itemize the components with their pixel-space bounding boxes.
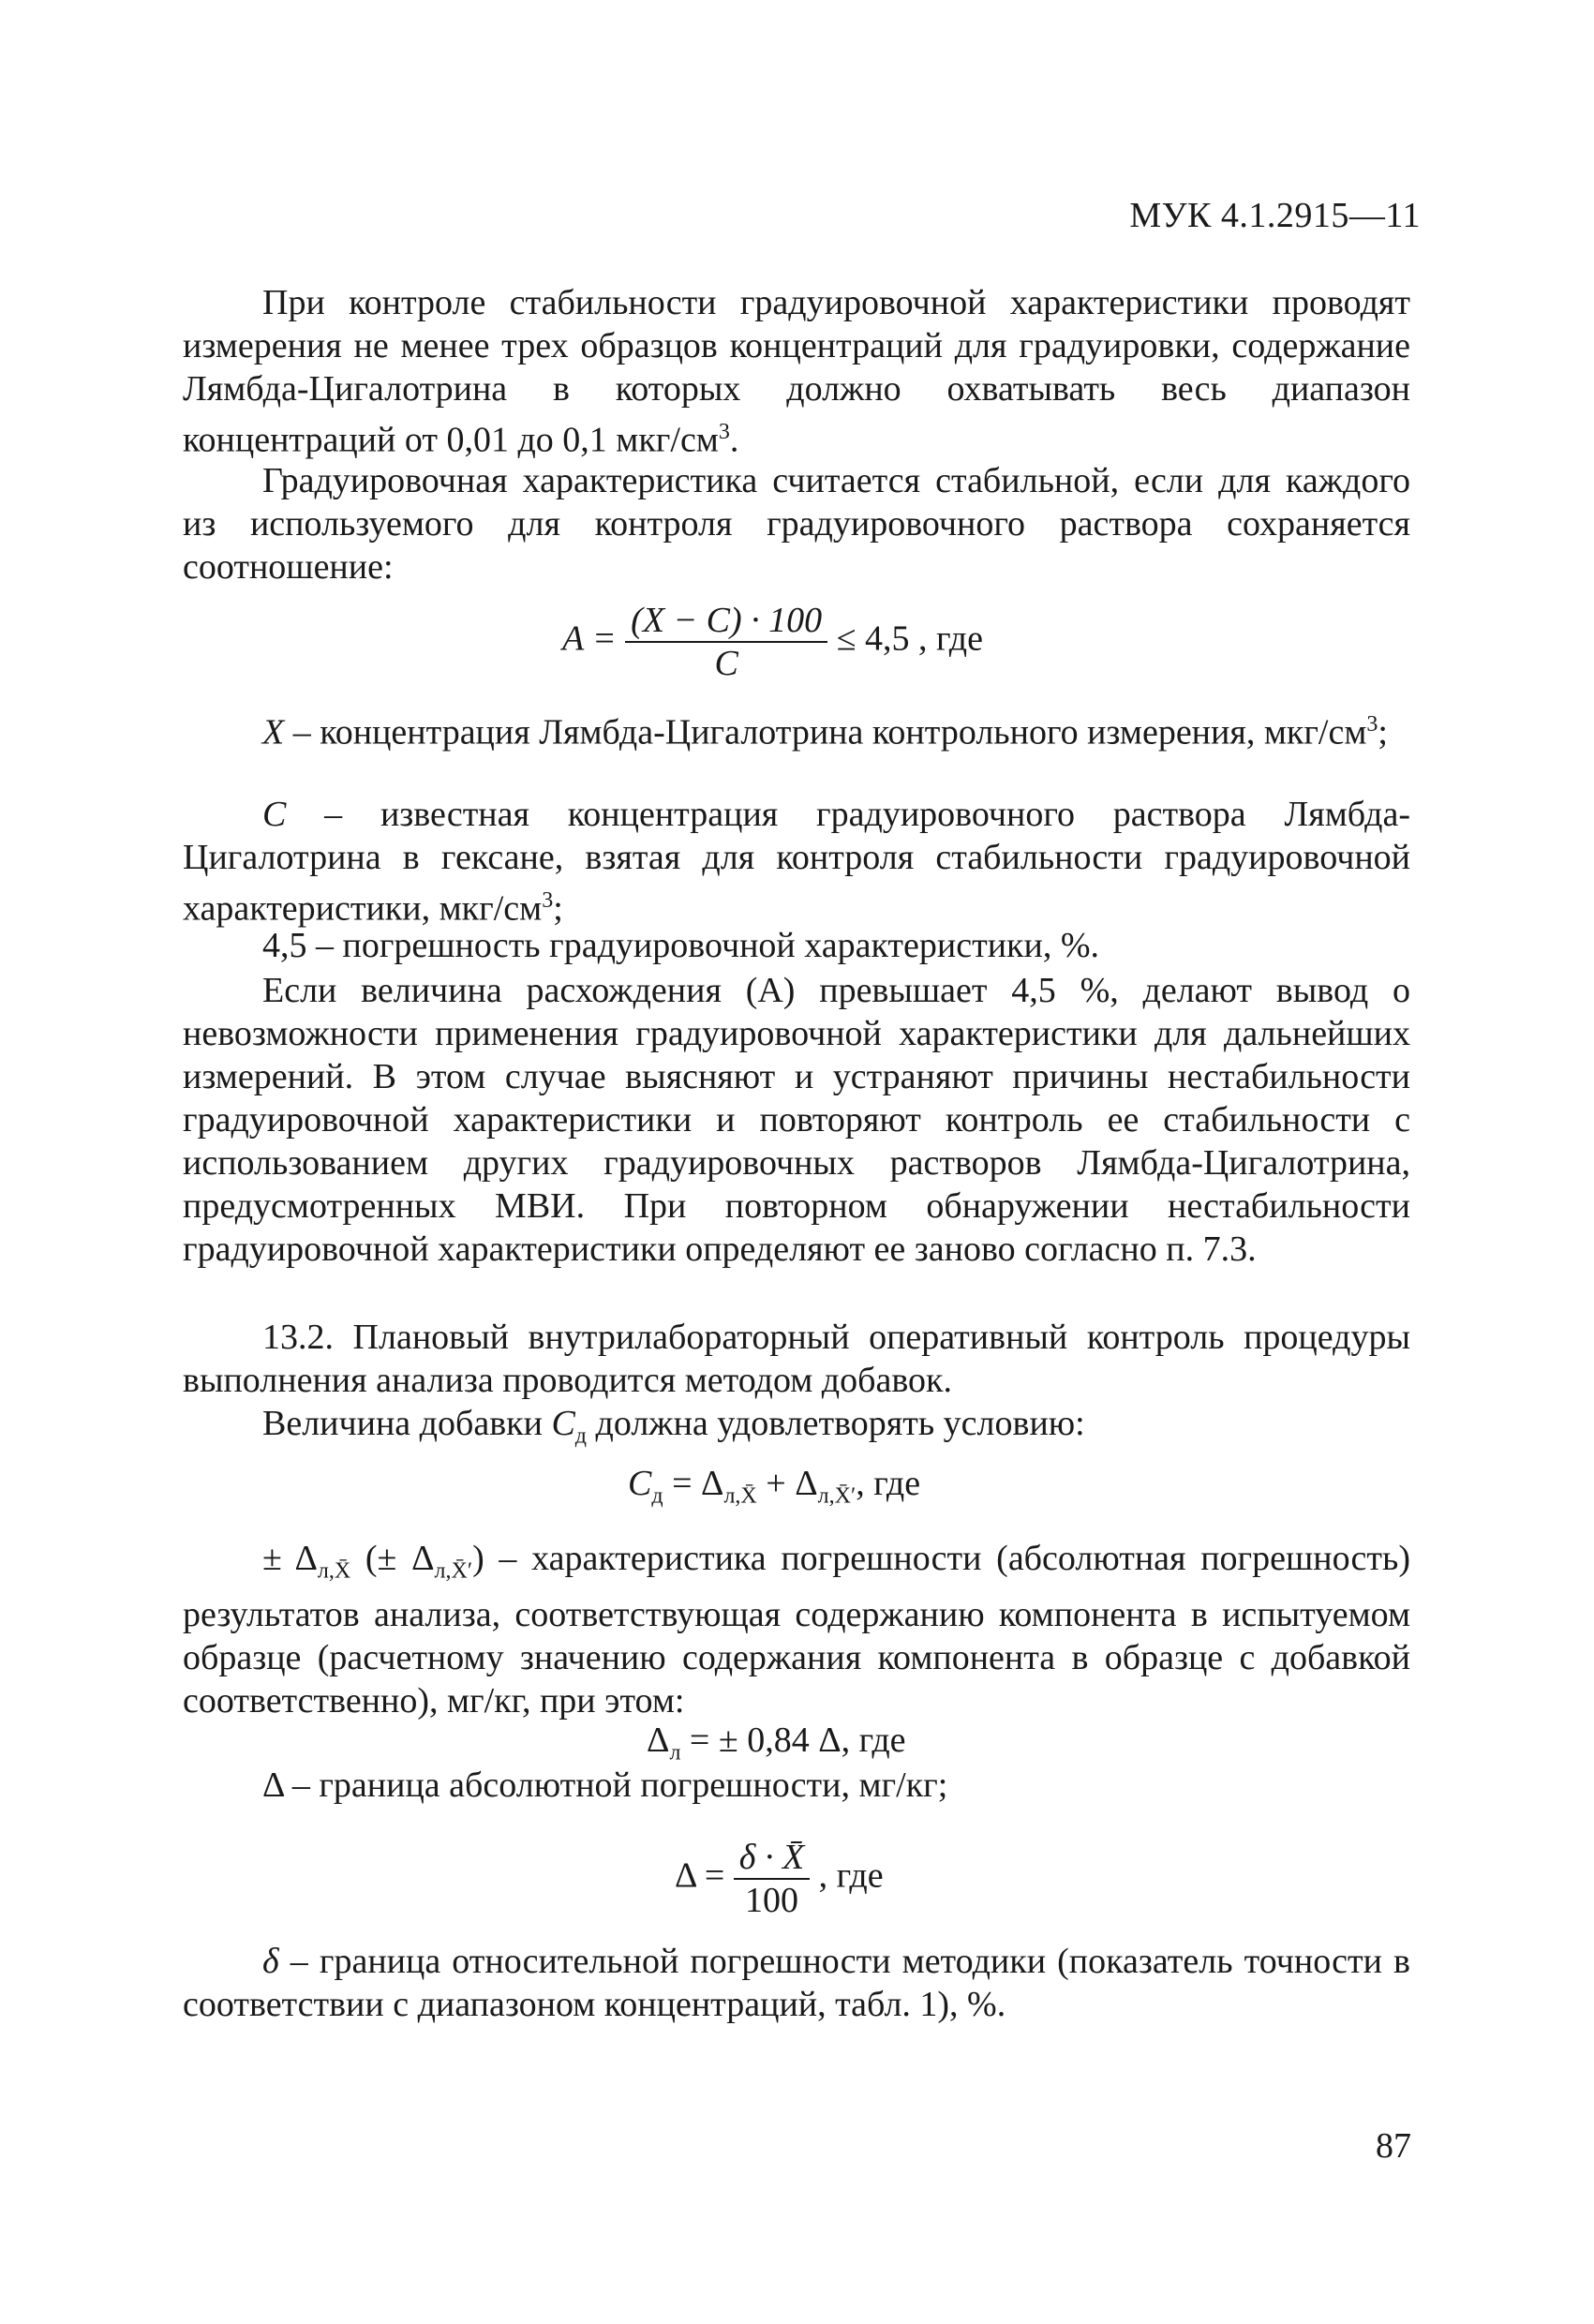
fraction <box>625 600 827 684</box>
paragraph-text: (± Δ <box>350 1539 435 1578</box>
subscript: л,X̄ <box>317 1558 351 1584</box>
paragraph-text: При контроле стабильности градуировочной характеристики проводят измерения не менее трех образцов концентраций для градуировки, содержание Лямбда-Цигалотрина в которых должно охватывать весь диапазон концентраций от 0,01 до 0,1 мкг/см <box>183 283 1410 460</box>
fraction-numerator: δ · X̄ <box>734 1837 810 1880</box>
paragraph-text: Величина добавки <box>262 1404 552 1443</box>
formula-part: = Δ <box>663 1464 724 1503</box>
formula-part: + Δ <box>756 1464 818 1503</box>
formula-cd <box>628 1462 920 1518</box>
formula-part: , где <box>856 1464 921 1503</box>
formula-part: Δ <box>647 1721 670 1760</box>
formula-a <box>562 600 983 684</box>
paragraph-13-2 <box>183 1316 1410 1402</box>
subscript: л,X̄′ <box>817 1483 857 1509</box>
paragraph-text: должна удовлетворять условию: <box>587 1404 1085 1443</box>
paragraph-text: ) – характеристика погрешности (абсолютная погрешность) результатов анализа, соответствующая содержанию компонента в испытуемом образце (расчетному значению содержания компонента в образце с добавкой соответственно), мг/кг, при этом: <box>183 1539 1410 1721</box>
formula-rhs: ≤ 4,5 , где <box>836 618 983 659</box>
definition-text: Δ – граница абсолютной погрешности, мг/кг; <box>262 1765 948 1805</box>
variable: δ <box>262 1942 279 1981</box>
fraction-denominator: C <box>714 644 738 683</box>
formula-part: = ± 0,84 Δ, где <box>680 1721 906 1760</box>
subscript: д <box>651 1483 663 1509</box>
definition-4-5 <box>183 924 1410 967</box>
paragraph-text: 13.2. Плановый внутрилабораторный оперативный контроль процедуры выполнения анализа проводится методом добавок. <box>183 1318 1410 1400</box>
paragraph-discrepancy <box>183 969 1410 1271</box>
fraction-numerator: (X − C) · 100 <box>625 600 827 643</box>
subscript: д <box>574 1423 588 1449</box>
variable: C <box>551 1404 575 1443</box>
variable: X <box>262 712 285 752</box>
formula-lhs: Δ = <box>675 1855 725 1896</box>
paragraph-text: Градуировочная характеристика считается стабильной, если для каждого из используемого для контроля градуировочного раствора сохраняется соотношение: <box>183 461 1410 587</box>
definition-text: 4,5 – погрешность градуировочной характеристики, %. <box>262 926 1099 965</box>
page-number: 87 <box>1376 2126 1411 2166</box>
paragraph-stability-criterion <box>183 459 1410 588</box>
formula-rhs: , где <box>818 1855 884 1896</box>
superscript: 3 <box>1366 712 1378 737</box>
paragraph-text: Если величина расхождения (A) превышает 4,5 %, делают вывод о невозможности применения градуировочной характеристики для дальнейших измерений. В этом случае выясняют и устраняют причины нестабильности градуировочной характеристики и повторяют контроль ее стабильности с использованием других градуировочных растворов Лямбда-Цигалотрина, предусмотренных МВИ. При повторном обнаружении нестабильности градуировочной характеристики определяют ее заново согласно п. 7.3. <box>183 971 1410 1269</box>
definition-text: – известная концентрация градуировочного раствора Лямбда-Цигалотрина в гексане, взятая для контроля стабильности градуировочной характеристики, мкг/см <box>183 795 1410 929</box>
subscript: л <box>669 1740 681 1765</box>
paragraph-text: ± Δ <box>262 1539 318 1578</box>
definition-text: – граница относительной погрешности методики (показатель точности в соответствии с диапазоном концентраций, табл. 1), %. <box>183 1942 1410 2024</box>
document-code: МУК 4.1.2915—11 <box>1129 196 1421 235</box>
subscript: л,X̄′ <box>434 1558 473 1584</box>
definition-c <box>183 793 1410 931</box>
superscript: 3 <box>718 420 730 444</box>
definition-delta <box>183 1764 1410 1807</box>
paragraph-addition-size <box>183 1402 1410 1458</box>
fraction <box>734 1837 810 1921</box>
superscript: 3 <box>542 888 554 913</box>
paragraph-calibration-control <box>183 281 1410 462</box>
definition-x <box>183 703 1410 754</box>
punctuation: . <box>729 420 739 460</box>
variable: C <box>262 795 287 834</box>
punctuation: ; <box>1378 712 1388 752</box>
paragraph-error-characteristic <box>183 1537 1410 1722</box>
formula-lhs: C <box>628 1464 652 1503</box>
definition-relative-error <box>183 1940 1410 2026</box>
formula-lhs: A = <box>562 618 617 659</box>
subscript: л,X̄ <box>723 1483 757 1509</box>
formula-delta <box>675 1837 884 1921</box>
fraction-denominator: 100 <box>744 1881 798 1920</box>
punctuation: ; <box>553 888 563 929</box>
definition-text: – концентрация Лямбда-Цигалотрина контрольного измерения, мкг/см <box>284 712 1367 752</box>
